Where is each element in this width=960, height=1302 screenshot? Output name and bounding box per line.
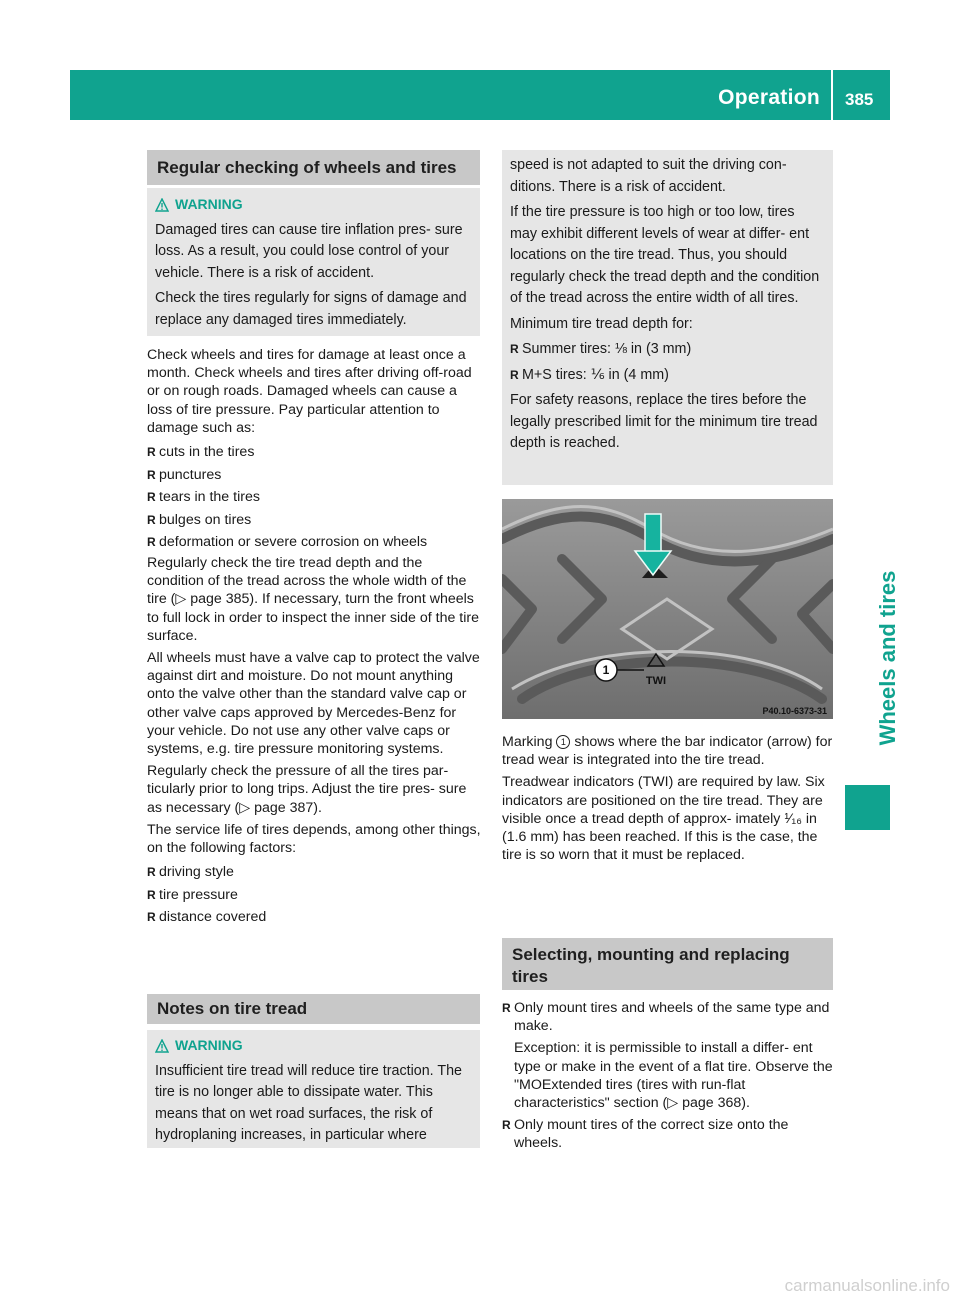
- warning-box-2: [147, 1030, 480, 1148]
- column-2-list: [502, 999, 836, 1153]
- list-item: R bulges on tires: [147, 509, 481, 532]
- warning-box-1: [147, 188, 480, 336]
- heading-tire-tread: Notes on tire tread: [147, 994, 480, 1024]
- warning-text: Check the tires regularly for signs of damage and replace any damaged tires immediately.: [155, 290, 467, 328]
- column-2-body: [502, 733, 836, 864]
- header-bar: [70, 70, 890, 120]
- warning-triangle-icon: [155, 1039, 169, 1053]
- warning-box-2-continued: [502, 150, 833, 485]
- warning-text: For safety reasons, replace the tires before the legally prescribed limit for the minimum tire tread depth is reached.: [510, 392, 818, 451]
- heading-regular-checking: Regular checking of wheels and tires: [147, 150, 480, 185]
- warning-triangle-icon: [155, 198, 169, 212]
- list-item: R deformation or severe corrosion on wheels: [147, 531, 481, 554]
- page-number: 385: [845, 90, 874, 109]
- list-item: R distance covered: [147, 906, 481, 929]
- twi-label: TWI: [645, 675, 667, 687]
- list-item: R driving style: [147, 861, 481, 884]
- side-label: [873, 560, 903, 760]
- list-item: R punctures: [147, 464, 481, 487]
- paragraph: Regularly check the pressure of all the tires par- ticularly prior to long trips. Adjust the tire pres- sure as necessary (▷ page 387).: [147, 763, 467, 816]
- tire-tread-image: [502, 499, 833, 719]
- paragraph: All wheels must have a valve cap to protect the valve against dirt and moisture. Do not mount anything onto the valve other than the standard valve cap or other valve caps approved by Mercedes-Benz for your vehicle. Do not use any other valve caps or systems, e.g. tire pressure monitoring systems.: [147, 650, 480, 758]
- paragraph: The service life of tires depends, among other things, on the following factors:: [147, 821, 481, 857]
- warning-text: Damaged tires can cause tire inflation pres- sure loss. As a result, you could lose control of your vehicle. There is a risk of accident.: [155, 221, 463, 281]
- list-item: R M+S tires: ⅙ in (4 mm): [510, 365, 825, 387]
- warning-text: If the tire pressure is too high or too low, tires may exhibit different levels of wear at differ- ent locations on the tire tread. Thus, you should regularly check the tread depth and the condition of the tread across the entire width of all tires.: [510, 204, 820, 306]
- warning-text: speed is not adapted to suit the driving con- ditions. There is a risk of accident.: [510, 157, 787, 195]
- chapter-label: Wheels and tires: [875, 570, 900, 746]
- header-divider: [831, 70, 833, 120]
- tire-tread-illustration: [502, 499, 833, 719]
- image-code: P40.10-6373-31: [762, 706, 827, 716]
- warning-title: WARNING: [155, 194, 472, 216]
- section-title: Operation: [718, 86, 820, 109]
- column-1-body: [147, 346, 481, 929]
- paragraph: Regularly check the tire tread depth and the condition of the tread across the whole width of the tire (▷ page 385). If necessary, turn the front wheels to full lock in order to inspect the inner side of the tire surface.: [147, 554, 480, 644]
- list-item: R Only mount tires and wheels of the same type and make. Exception: it is permissible to install a differ- ent type or make in the event of a flat tire. Observe the "MOExtended tires (tires with run-flat characteristics" section (▷ page 368).: [502, 999, 836, 1112]
- list-item: R Summer tires: ⅛ in (3 mm): [510, 339, 825, 361]
- list-item: R cuts in the tires: [147, 441, 481, 464]
- watermark: carmanualsonline.info: [784, 1276, 950, 1295]
- list-item: R tire pressure: [147, 884, 481, 907]
- warning-text: Insufficient tire tread will reduce tire traction. The tire is no longer able to dissipate water. This means that on wet road surfaces, the risk of hydroplaning increases, in particular where: [155, 1062, 462, 1143]
- list-item: R Only mount tires of the correct size onto the wheels.: [502, 1116, 836, 1152]
- marker-1-icon: 1: [556, 735, 570, 749]
- warning-text: Minimum tire tread depth for:: [510, 315, 693, 332]
- image-marker-1: 1: [602, 663, 610, 677]
- heading-selecting-tires: Selecting, mounting and replacing tires: [502, 938, 833, 990]
- warning-title: WARNING: [155, 1035, 472, 1057]
- list-item: R tears in the tires: [147, 486, 481, 509]
- chapter-tab: [845, 785, 890, 830]
- paragraph: Treadwear indicators (TWI) are required by law. Six indicators are positioned on the tire tread. They are visible once a tread depth of approx- imately ¹⁄₁₆ in (1.6 mm) has been reached. If this is the case, the tire is so worn that it must be replaced.: [502, 774, 825, 864]
- paragraph: Marking 1 shows where the bar indicator (arrow) for tread wear is integrated into the tire tread.: [502, 734, 833, 769]
- paragraph: Check wheels and tires for damage at least once a month. Check wheels and tires after driving off-road or on rough roads. Damaged wheels can cause a loss of tire pressure. Pay particular attention to damage such as:: [147, 347, 472, 436]
